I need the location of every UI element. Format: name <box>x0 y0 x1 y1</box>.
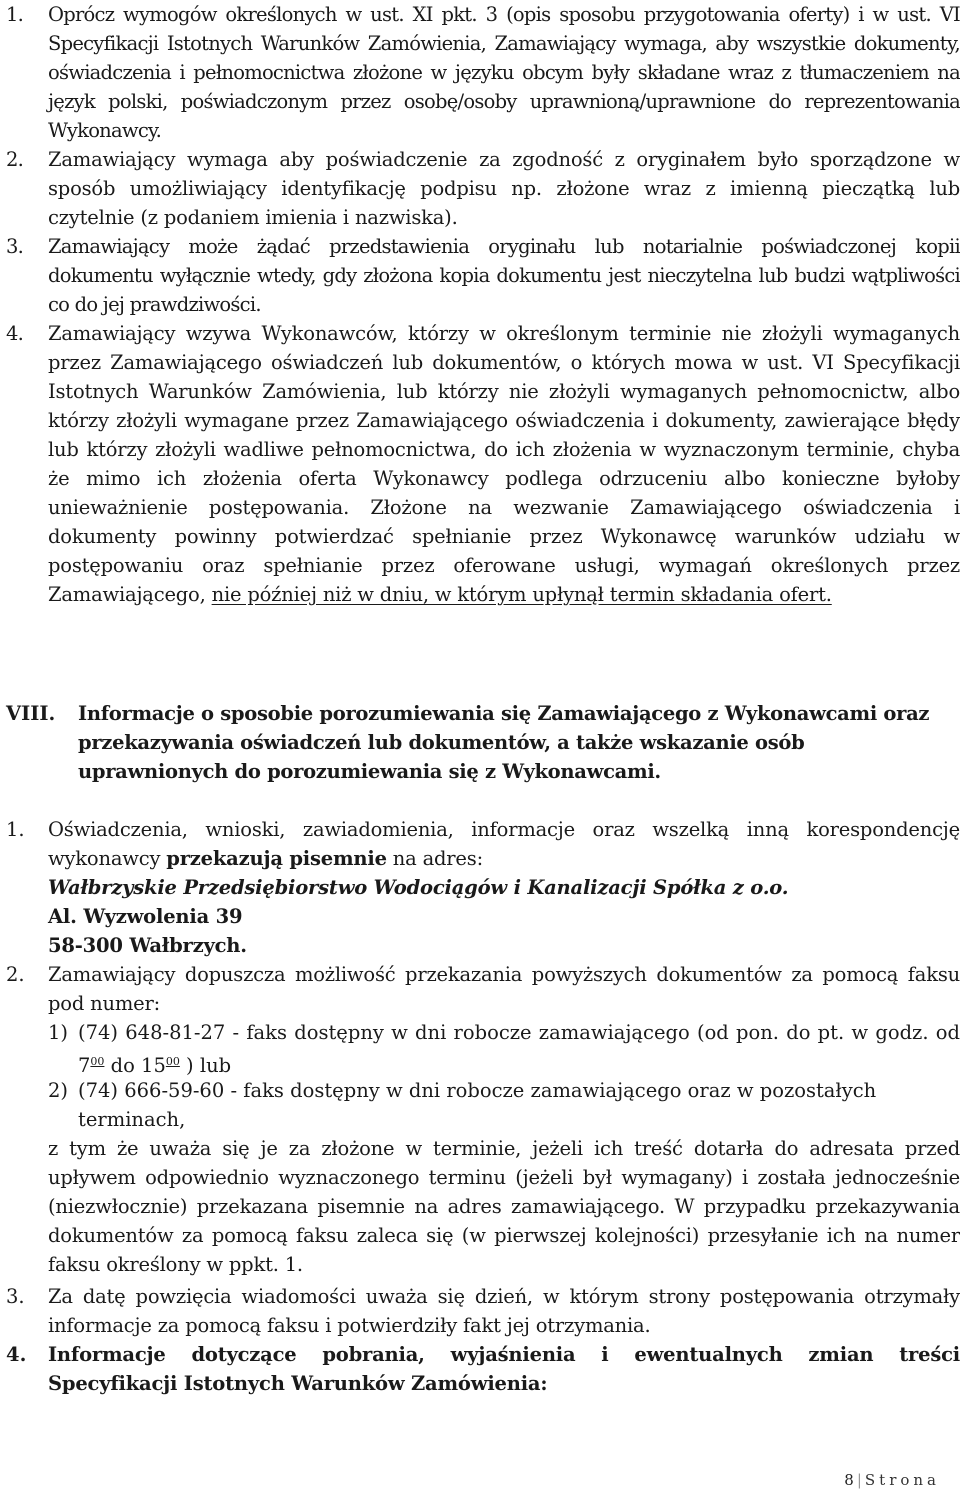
paragraph-text: z tym że uważa się je za złożone w terminie, jeżeli ich treść dotarła do adresata przed upływem odpowiednio wyznaczonego terminu (jeżeli był wymagany) i została jednocześnie (niezwłocznie) przekazana pisemnie na adres zamawiającego. W przypadku przekazywania dokumentów za pomocą faksu zaleca się (w pierwszej kolejności) przesyłanie ich na numer faksu określony w ppkt. 1. <box>48 1137 960 1276</box>
deadline-underlined-text: nie później niż w dniu, w którym upłynął termin składania ofert. <box>211 583 832 606</box>
sub-number: 1) <box>48 1021 69 1044</box>
paragraph-text: Zamawiający wymaga aby poświadczenie za zgodność z oryginałem było sporządzone w sposób umożliwiający identyfikację podpisu np. złożone wraz z imienną pieczątką lub czytelnie (z podaniem imienia i nazwiska). <box>48 148 960 229</box>
page-label: Strona <box>864 1471 940 1489</box>
paragraph-text <box>48 319 960 609</box>
superscript: 00 <box>165 1055 180 1068</box>
superscript: 00 <box>90 1055 105 1068</box>
paragraph-text-main: Zamawiający wzywa Wykonawców, którzy w określonym terminie nie złożyli wymaganych przez Zamawiającego oświadczeń lub dokumentów, o których mowa w ust. VI Specyfikacji Istotnych Warunków Zamówienia, lub którzy nie złożyli wymaganych pełnomocnictw, albo którzy złożyli wymagane przez Zamawiającego oświadczenia i dokumenty, zawierające błędy lub którzy złożyli wadliwe pełnomocnictwa, do ich złożenia w wyznaczonym terminie, chyba że mimo ich złożenia oferta Wykonawcy podlega odrzuceniu albo konieczne byłoby unieważnienie postępowania. Złożone na wezwanie Zamawiającego oświadczenia i dokumenty powinny potwierdzać spełnianie przez Wykonawcę warunków udziału w postępowaniu oraz spełnianie przez oferowane usługi, wymagań określonych przez Zamawiającego, <box>48 322 960 606</box>
address-block <box>48 873 960 960</box>
paragraph-text-part: na adres: <box>386 847 483 870</box>
fax-option-text <box>78 1018 960 1080</box>
section-number: VIII. <box>6 702 56 725</box>
list-number: 3. <box>6 1285 25 1308</box>
fax-text-part: ) lub <box>179 1054 232 1077</box>
list-number: 4. <box>6 1343 27 1366</box>
bold-emphasis: przekazują pisemnie <box>166 847 387 870</box>
paragraph-text: Oprócz wymogów określonych w ust. XI pkt. 3 (opis sposobu przygotowania oferty) i w ust. VI Specyfikacji Istotnych Warunków Zamówienia, Zamawiający wymaga, aby wszystkie dokumenty, oświadczenia i pełnomocnictwa złożone w języku obcym były składane wraz z tłumaczeniem na język polski, poświadczonym przez osobę/osoby uprawnioną/uprawnione do reprezentowania Wykonawcy. <box>48 3 960 142</box>
list-number: 2. <box>6 963 25 986</box>
list-number: 2. <box>6 148 24 171</box>
sub-number: 2) <box>48 1079 69 1102</box>
paragraph-text: Zamawiający może żądać przedstawienia oryginału lub notarialnie poświadczonej kopii dokumentu wyłącznie wtedy, gdy złożona kopia dokumentu jest nieczytelna lub budzi wątpliwości co do jej prawdziwości. <box>48 235 960 316</box>
address-street: Al. Wyzwolenia 39 <box>48 905 243 928</box>
list-number: 3. <box>6 235 24 258</box>
footer-separator: | <box>856 1471 862 1489</box>
address-city: 58-300 Wałbrzych. <box>48 934 247 957</box>
list-number: 1. <box>6 818 25 841</box>
section-title: Informacje o sposobie porozumiewania się Zamawiającego z Wykonawcami oraz przekazywania oświadczeń lub dokumentów, a także wskazanie osób uprawnionych do porozumiewania się z Wykonawcami. <box>78 702 930 783</box>
fax-text-part: (74) 648-81-27 - faks dostępny w dni robocze zamawiającego (od pon. do pt. w godz. od 7 <box>78 1021 960 1077</box>
paragraph-text: Zamawiający dopuszcza możliwość przekazania powyższych dokumentów za pomocą faksu pod numer: <box>48 963 960 1015</box>
fax-option-text: (74) 666-59-60 - faks dostępny w dni robocze zamawiającego oraz w pozostałych terminach, <box>78 1079 877 1131</box>
page-number: 8 <box>844 1471 854 1489</box>
address-company: Wałbrzyskie Przedsiębiorstwo Wodociągów i Kanalizacji Spółka z o.o. <box>48 876 789 899</box>
paragraph-text <box>48 815 960 873</box>
list-number: 4. <box>6 322 24 345</box>
paragraph-text-part: Oświadczenia, wnioski, zawiadomienia, informacje oraz wszelką inną korespondencję wykonawcy <box>48 818 960 870</box>
fax-text-part: do 15 <box>104 1054 166 1077</box>
page-footer <box>844 1471 940 1489</box>
paragraph-text: Za datę powzięcia wiadomości uważa się dzień, w którym strony postępowania otrzymały informacje za pomocą faksu i potwierdziły fakt jej otrzymania. <box>48 1285 960 1337</box>
paragraph-text: Informacje dotyczące pobrania, wyjaśnienia i ewentualnych zmian treści Specyfikacji Istotnych Warunków Zamówienia: <box>48 1343 960 1395</box>
list-number: 1. <box>6 3 24 26</box>
